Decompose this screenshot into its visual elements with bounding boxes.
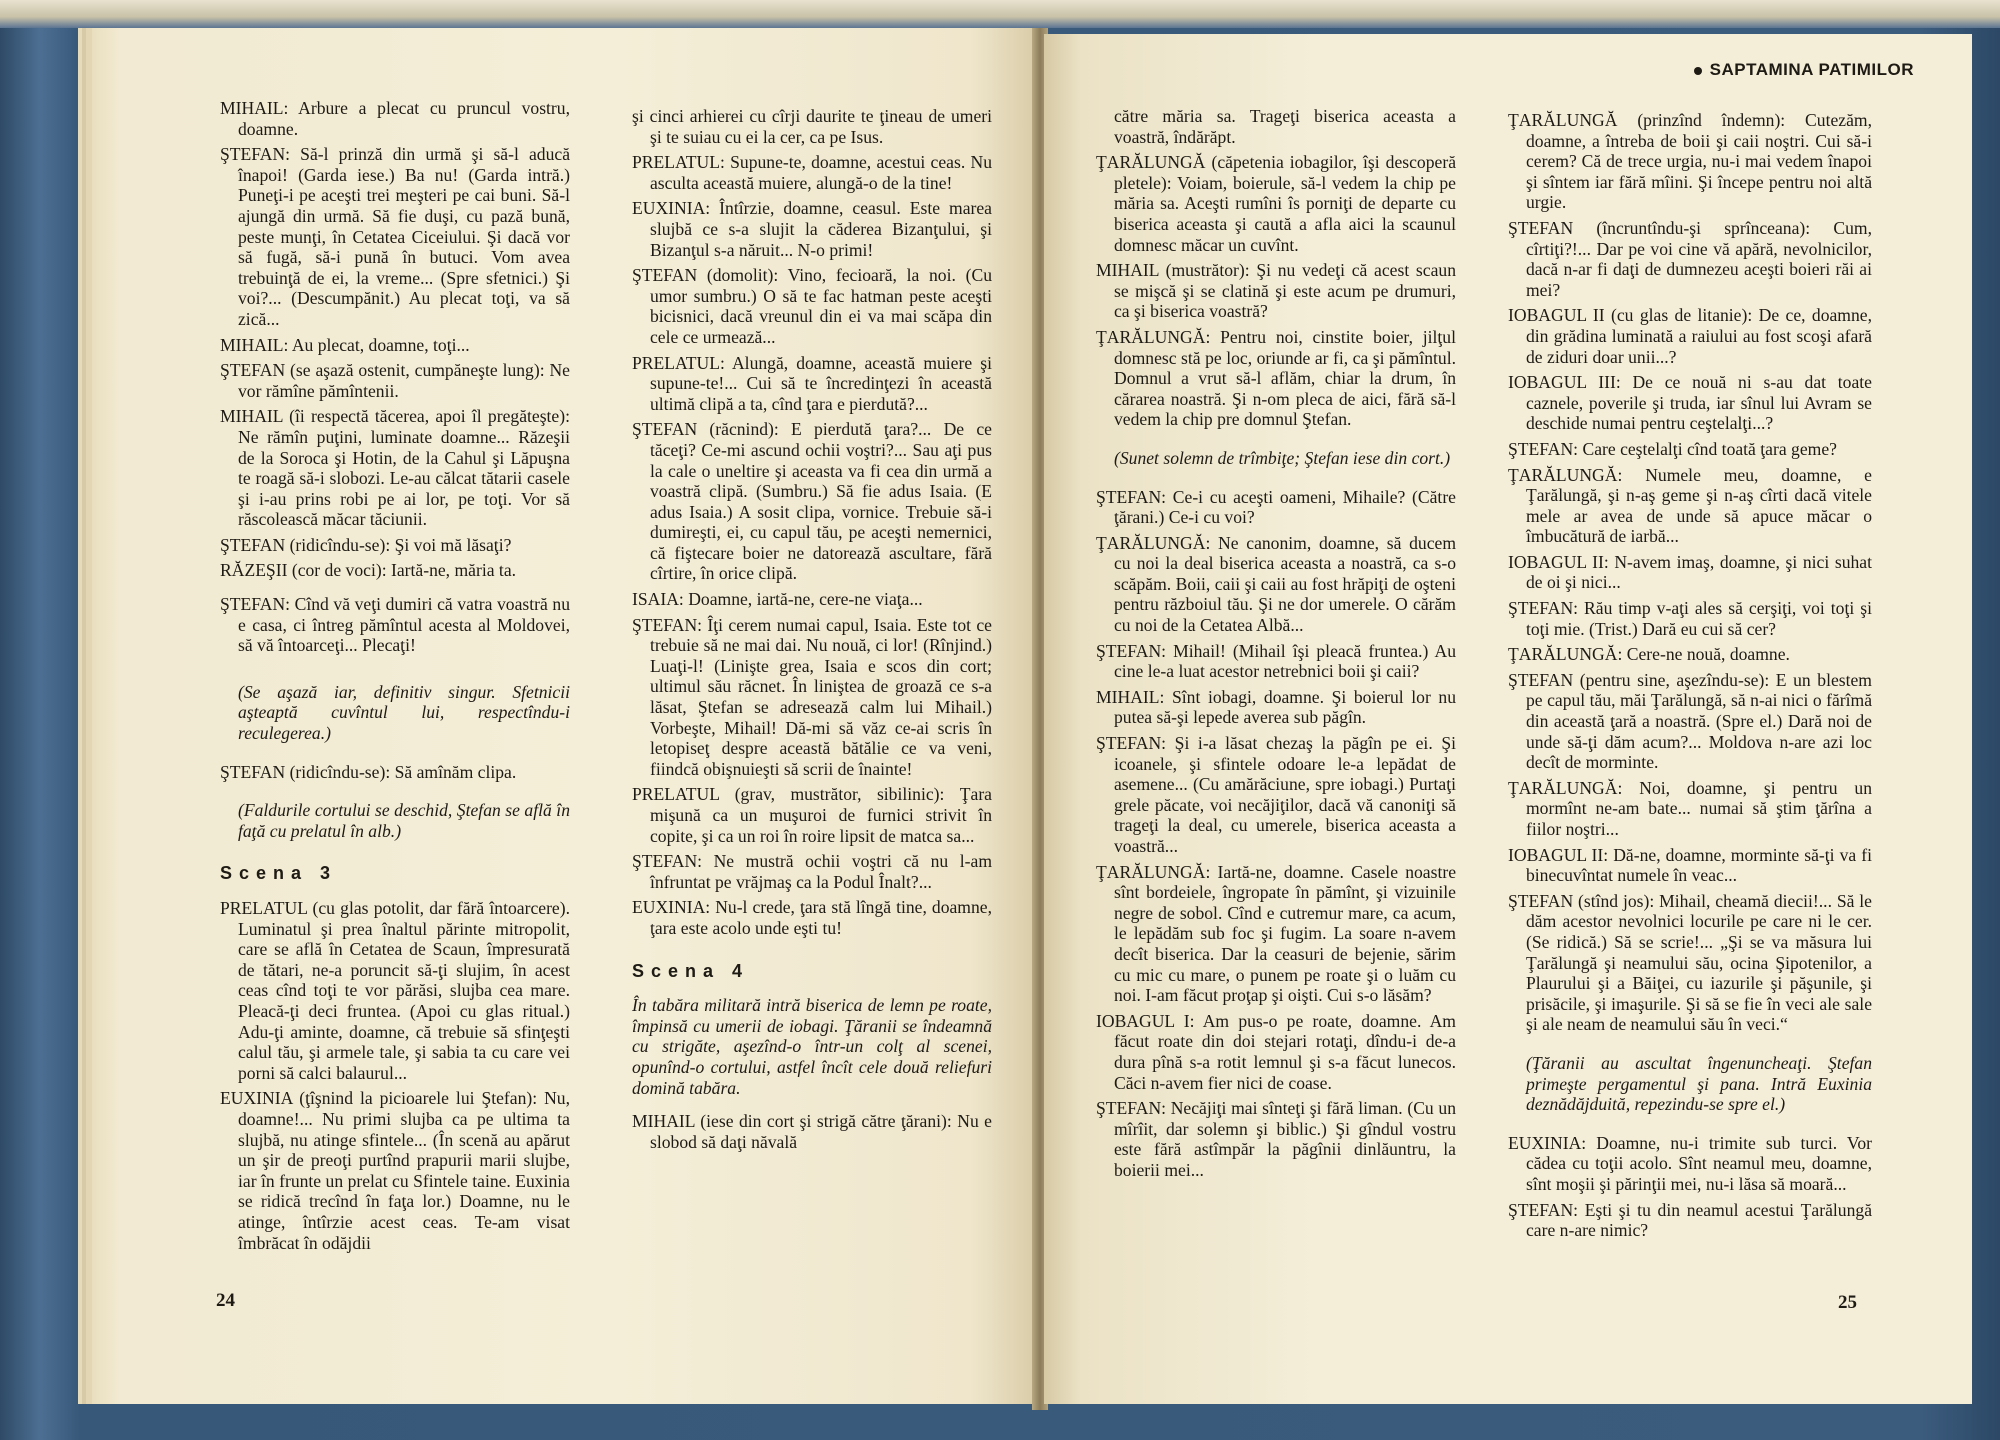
- dialogue-line: MIHAIL: Au plecat, doamne, toţi...: [220, 334, 470, 355]
- bullet-icon: [1694, 67, 1702, 75]
- dialogue-line: ŢARĂLUNGĂ: Cere-ne nouă, doamne.: [1508, 644, 1790, 665]
- dialogue-line: ŢARĂLUNGĂ: Numele meu, doamne, e Ţarălungă, şi n-aş geme şi n-aş cîrti dacă vitele mele ar avea de unde să apuce măcar o îmbucătură de iarbă...: [1508, 464, 1872, 547]
- dialogue-line: ŞTEFAN: Să-l prinză din urmă şi să-l aducă înapoi! (Garda iese.) Ba nu! (Garda intră.) Puneţi-i pe aceşti trei meşteri pe cai buni. Să-l ajungă din urmă. Să fie duşi, cu pază bună, peste munţi, în Cetatea Ciceiului. Şi dacă vor să fugă, să-i pună în butuci. Vom avea trebuinţă de ei, la vreme... (Spre sfetnici.) Şi voi?... (Descumpănit.) Au plecat toţi, va să zică...: [220, 144, 570, 329]
- page-number-left: 24: [216, 1290, 235, 1311]
- stage-direction: (Se aşază iar, definitiv singur. Sfetnicii aşteaptă cuvîntul lui, respectîndu-i reculegerea.): [238, 681, 570, 744]
- dialogue-line: IOBAGUL II (cu glas de litanie): De ce, doamne, din grădina luminată a raiului au fost scoşi afară de ziduri doar unii...?: [1508, 305, 1872, 367]
- dialogue-line: EUXINIA (ţîşnind la picioarele lui Ştefan): Nu, doamne!... Nu primi slujba ca pe ultima ta slujbă, nu atinge sfintele... (În scenă au apărut un şir de preoţi purtînd prapurii marii slujbe, iar în frunte un prelat cu Sfintele taine. Euxinia se ridică trecînd în faţa lor.) Doamne, nu le atinge, întîrzie acest ceas. Te-am visat îmbrăcat în odăjdii: [220, 1088, 570, 1253]
- dialogue-line: ŞTEFAN (se aşază ostenit, cumpăneşte lung): Ne vor rămîne pămîntenii.: [220, 360, 570, 401]
- dialogue-line: ŞTEFAN: Eşti şi tu din neamul acestui Ţarălungă care n-are nimic?: [1508, 1199, 1872, 1241]
- dialogue-line: MIHAIL: Sînt iobagi, doamne. Şi boierul lor nu putea să-şi lepede averea sub păgîn.: [1096, 686, 1456, 728]
- dialogue-line: ŞTEFAN (ridicîndu-se): Să amînăm clipa.: [220, 761, 517, 782]
- dialogue-line: ŞTEFAN: Rău timp v-aţi ales să cerşiţi, voi toţi şi toţi mie. (Trist.) Dară eu cui să cer?: [1508, 598, 1872, 639]
- scene-heading: Scena 4: [632, 960, 750, 981]
- running-header-title: SAPTAMINA PATIMILOR: [1709, 60, 1914, 79]
- dialogue-line: ŞTEFAN: Cînd vă veţi dumiri că vatra voastră nu e casa, ci întreg pămîntul acesta al Moldovei, să vă întoarceţi... Plecaţi!: [220, 594, 570, 656]
- stage-direction: (Ţăranii au ascultat îngenuncheaţi. Ştefan primeşte pergamentul şi pana. Intră Euxinia deznădăjduită, repezindu-se spre el.): [1526, 1052, 1872, 1115]
- dialogue-line: ŢARĂLUNGĂ (prinzînd îndemn): Cutezăm, doamne, a întreba de boii şi caii noştri. Cui să-i cerem? Că de trece urgia, nu-i mai vedem înapoi şi sîntem iar fără mîini. Şi începe pentru noi altă urgie.: [1508, 110, 1872, 213]
- dialogue-line: EUXINIA: Doamne, nu-i trimite sub turci. Vor cădea cu toţii acolo. Sînt neamul meu, doamne, sînt moşii şi părinţii mei, nu-i lăsa să moară...: [1508, 1132, 1872, 1194]
- dialogue-line: ŞTEFAN (pentru sine, aşezîndu-se): E un blestem pe capul tău, măi Ţarălungă, să n-ai nici o fărîmă din această ţară a noastră. (Spre el.) Dară noi de unde să-ţi dăm acum?... Moldova n-are azi loc decît de morminte.: [1508, 669, 1872, 773]
- dialogue-line: IOBAGUL I: Am pus-o pe roate, doamne. Am făcut roate din doi stejari rotaţi, dîndu-i de-a dura pînă s-a rotit lemnul şi s-a făcut lunecos. Căci n-avem fier nici de coase.: [1096, 1010, 1456, 1093]
- running-header: [1694, 60, 1914, 80]
- dialogue-line: ŢARĂLUNGĂ: Pentru noi, cinstite boier, jilţul domnesc stă pe loc, oriunde ar fi, ca şi pămîntul. Domnul a vrut să-l aflăm, chiar la drum, în cărarea noastră. Şi n-om pleca de aici, fără să-l vedem la chip pre domnul Ştefan.: [1096, 326, 1456, 430]
- dialogue-line: ŞTEFAN (domolit): Vino, fecioară, la noi. (Cu umor sumbru.) O să te fac hatman peste aceşti bicisnici, dacă vreunul din ei va mai scăpa din cele ce urmează...: [632, 265, 992, 347]
- left-page-column-1: [220, 98, 570, 1258]
- dialogue-line: ŞTEFAN: Ce-i cu aceşti oameni, Mihaile? (Către ţărani.) Ce-i cu voi?: [1096, 486, 1456, 528]
- dialogue-line: ŞTEFAN: Şi i-a lăsat chezaş la păgîn pe ei. Şi icoanele, şi sfintele odoare le-a lepădat de asemene... (Cu amărăciune, spre iobagi.) Purtaţi grele păcate, voi necăjiţilor, dacă vă canoniţi să trageţi la deal, cu umerele, biserica aceasta a voastră...: [1096, 733, 1456, 856]
- dialogue-line: ŢARĂLUNGĂ: Iartă-ne, doamne. Casele noastre sînt bordeiele, îngropate în pămînt, şi vizuinile negre de sobol. Cînd e cutremur mare, ca acum, le lepădăm sub foc şi fugim. La soare n-avem decît biserica. Dar la ceasuri de bejenie, sărim cu mic cu mare, o punem pe roate şi o luăm cu noi. I-am făcut proţap şi oişti. Cui s-o lăsăm?: [1096, 861, 1456, 1006]
- dialogue-line: ŢARĂLUNGĂ: Noi, doamne, şi pentru un mormînt ne-am bate... numai să ştim ţărîna a fiilor noştri...: [1508, 777, 1872, 839]
- dialogue-line: ŞTEFAN: Necăjiţi mai sînteţi şi fără liman. (Cu un mîrîit, dar solemn şi biblic.) Şi gîndul vostru este fără astîmpăr la păgînii dinlăuntru, la boierii mei...: [1096, 1098, 1456, 1180]
- left-page: [92, 28, 1036, 1404]
- dialogue-line: IOBAGUL III: De ce nouă ni s-au dat toate caznele, poverile şi truda, iar sînul lui Avram se deschide numai pentru ceştelalţi...?: [1508, 372, 1872, 434]
- right-page-column-2: [1508, 110, 1872, 1246]
- dialogue-line: PRELATUL (cu glas potolit, dar fără întoarcere). Luminatul şi prea înaltul părinte mitropolit, care se află în Cetatea de Scaun, împresurată de tătari, ne-a poruncit să-ţi slujim, în acest ceas cînd toţi te vor părăsi, slujba cea mare. Pleacă-ţi deci fruntea. (Apoi cu glas ritual.) Adu-ţi aminte, doamne, că trebuie să sfinţeşti calul tău, şi armele tale, şi sabia ta cu care vei porni să calci balaurul...: [220, 898, 570, 1083]
- dialogue-line: MIHAIL (îi respectă tăcerea, apoi îl pregăteşte): Ne rămîn puţini, luminate doamne... Răzeşii de la Soroca şi Hotin, de la Cahul şi Lăpuşna te roagă să-i slobozi. Le-au călcat tătarii casele şi i-au prins robi pe ai lor, pe toţi. Vor să răscolească măcar tăciunii.: [220, 406, 570, 530]
- dialogue-line: ŢARĂLUNGĂ (căpetenia iobagilor, îşi descoperă pletele): Voiam, boierule, să-l vedem la chip pe măria sa. Aceşti rumîni îs porniţi de departe cu biserica aceasta şi caută a afla aici la scaunul domnesc măcar un cuvînt.: [1096, 152, 1456, 255]
- dialogue-line: ISAIA: Doamne, iartă-ne, cere-ne viaţa...: [632, 589, 923, 610]
- dialogue-line: IOBAGUL II: Dă-ne, doamne, morminte să-ţi va fi binecuvîntat numele în veac...: [1508, 844, 1872, 886]
- dialogue-line: MIHAIL: Arbure a plecat cu pruncul vostru, doamne.: [220, 98, 570, 139]
- dialogue-line: ŞTEFAN (răcnind): E pierdută ţara?... De ce tăceţi? Ce-mi ascund ochii voştri?... Sau aţi pus la cale o uneltire şi aceasta va fi cea din urmă a voastră clipă. (Sumbru.) Să fie adus Isaia. (E adus Isaia.) A sosit clipa, vornice. Trebuie să-i dumireşti, ei, cu capul tău, pe aceşti nemernici, că fiştecare boier ne datorează ascultare, fără cîrtire, în orice clipă.: [632, 419, 992, 584]
- dialogue-line: EUXINIA: Întîrzie, doamne, ceasul. Este marea slujbă ce s-a slujit la căderea Bizanţului, şi Bizanţul s-a năruit... N-o primi!: [632, 198, 992, 260]
- dialogue-line: ŞTEFAN: Îţi cerem numai capul, Isaia. Este tot ce trebuie să ne mai dai. Nu nouă, ci lor! (Rînjind.) Luaţi-l! (Linişte grea, Isaia e scos din cort; ultimul său răcnet. În liniştea de groază ce s-a lăsat, Ştefan se adresează calm lui Mihail.) Vorbeşte, Mihail! Dă-mi să văz ce-ai scris în letopiseţ despre această bătălie ce va veni, fiindcă obişnuieşti să scrii de înainte!: [632, 614, 992, 779]
- dialogue-line: şi cinci arhierei cu cîrji daurite te ţineau de umeri şi te suiau cu ei la cer, ca pe Isus.: [632, 106, 992, 147]
- scene-heading: Scena 3: [220, 863, 338, 884]
- dialogue-line: ŞTEFAN (ridicîndu-se): Şi voi mă lăsaţi?: [220, 534, 512, 555]
- dialogue-line: MIHAIL (mustrător): Şi nu vedeţi că acest scaun se mişcă şi se clatină şi este acum pe drumuri, ca şi biserica voastră?: [1096, 260, 1456, 322]
- left-page-column-2: [632, 106, 992, 1157]
- dialogue-line: ŢARĂLUNGĂ: Ne canonim, doamne, să ducem cu noi la deal biserica aceasta a noastră, ca s-o scăpăm. Boii, caii şi caii au fost hrăpiţi de oşteni pentru războiul tău. Şi ne dor umerele. O cărăm cu noi de la Cetatea Albă...: [1096, 532, 1456, 636]
- dialogue-line: EUXINIA: Nu-l crede, ţara stă lîngă tine, doamne, ţara este acolo unde eşti tu!: [632, 897, 992, 938]
- dialogue-line: către măria sa. Trageţi biserica aceasta a voastră, îndărăpt.: [1114, 106, 1456, 147]
- dialogue-line: PRELATUL (grav, mustrător, sibilinic): Ţara mişună ca un muşuroi de furnici strivit în copite, şi ca un roi în roire lipsit de matca sa...: [632, 784, 992, 846]
- page-number-right: 25: [1838, 1292, 1857, 1313]
- stage-direction: (Faldurile cortului se deschid, Ştefan se află în faţă cu prelatul în alb.): [238, 800, 570, 841]
- dialogue-line: MIHAIL (iese din cort şi strigă către ţărani): Nu e slobod să daţi năvală: [632, 1111, 992, 1152]
- dialogue-line: ŞTEFAN: Mihail! (Mihail îşi pleacă fruntea.) Au cine le-a luat acestor netrebnici boii şi caii?: [1096, 640, 1456, 682]
- dialogue-line: IOBAGUL II: N-avem imaş, doamne, şi nici suhat de oi şi nici...: [1508, 551, 1872, 593]
- dialogue-line: ŞTEFAN (încruntîndu-şi sprînceana): Cum, cîrtiţi?!... Dar pe voi cine vă apără, nevolnicilor, dacă n-ar fi daţi de dumnezeu aceşti boieri răi ai mei?: [1508, 217, 1872, 300]
- stage-direction: (Sunet solemn de trîmbiţe; Ştefan iese din cort.): [1114, 447, 1451, 468]
- right-page: [1044, 34, 1972, 1404]
- dialogue-line: RĂZEŞII (cor de voci): Iartă-ne, măria ta.: [220, 560, 517, 581]
- dialogue-line: ŞTEFAN (stînd jos): Mihail, cheamă diecii!... Să le dăm acestor nevolnici locurile pe care ni le cer. (Se ridică.) Să se scrie!... „Şi se va măsura lui Ţarălungă şi neamului său, ocina Şipotenilor, a Plaurului şi a Băiţei, cu iazurile şi păşunile, şi prisăcile, şi imaşurile. Şi să se fie în veci ale sale şi ale neam de neamului său în veci.“: [1508, 890, 1872, 1035]
- dialogue-line: PRELATUL: Supune-te, doamne, acestui ceas. Nu asculta această muiere, alungă-o de la tine!: [632, 152, 992, 193]
- dialogue-line: ŞTEFAN: Ne mustră ochii voştri că nu l-am înfruntat pe vrăjmaş ca la Podul Înalt?...: [632, 851, 992, 892]
- book-top-edge: [0, 0, 2000, 28]
- stage-direction: În tabăra militară intră biserica de lemn pe roate, împinsă cu umerii de iobagi. Ţăranii se îndeamnă cu strigăte, aşezînd-o într-un colţ al scenei, opunînd-o cortului, astfel încît cele două reliefuri domină tabăra.: [632, 995, 992, 1098]
- dialogue-line: ŞTEFAN: Care ceştelalţi cînd toată ţara geme?: [1508, 438, 1837, 459]
- dialogue-line: PRELATUL: Alungă, doamne, această muiere şi supune-te!... Cui să te încredinţezi în această ultimă clipă a ta, cînd ţara e pierdută?...: [632, 352, 992, 414]
- right-page-column-1: [1096, 106, 1456, 1186]
